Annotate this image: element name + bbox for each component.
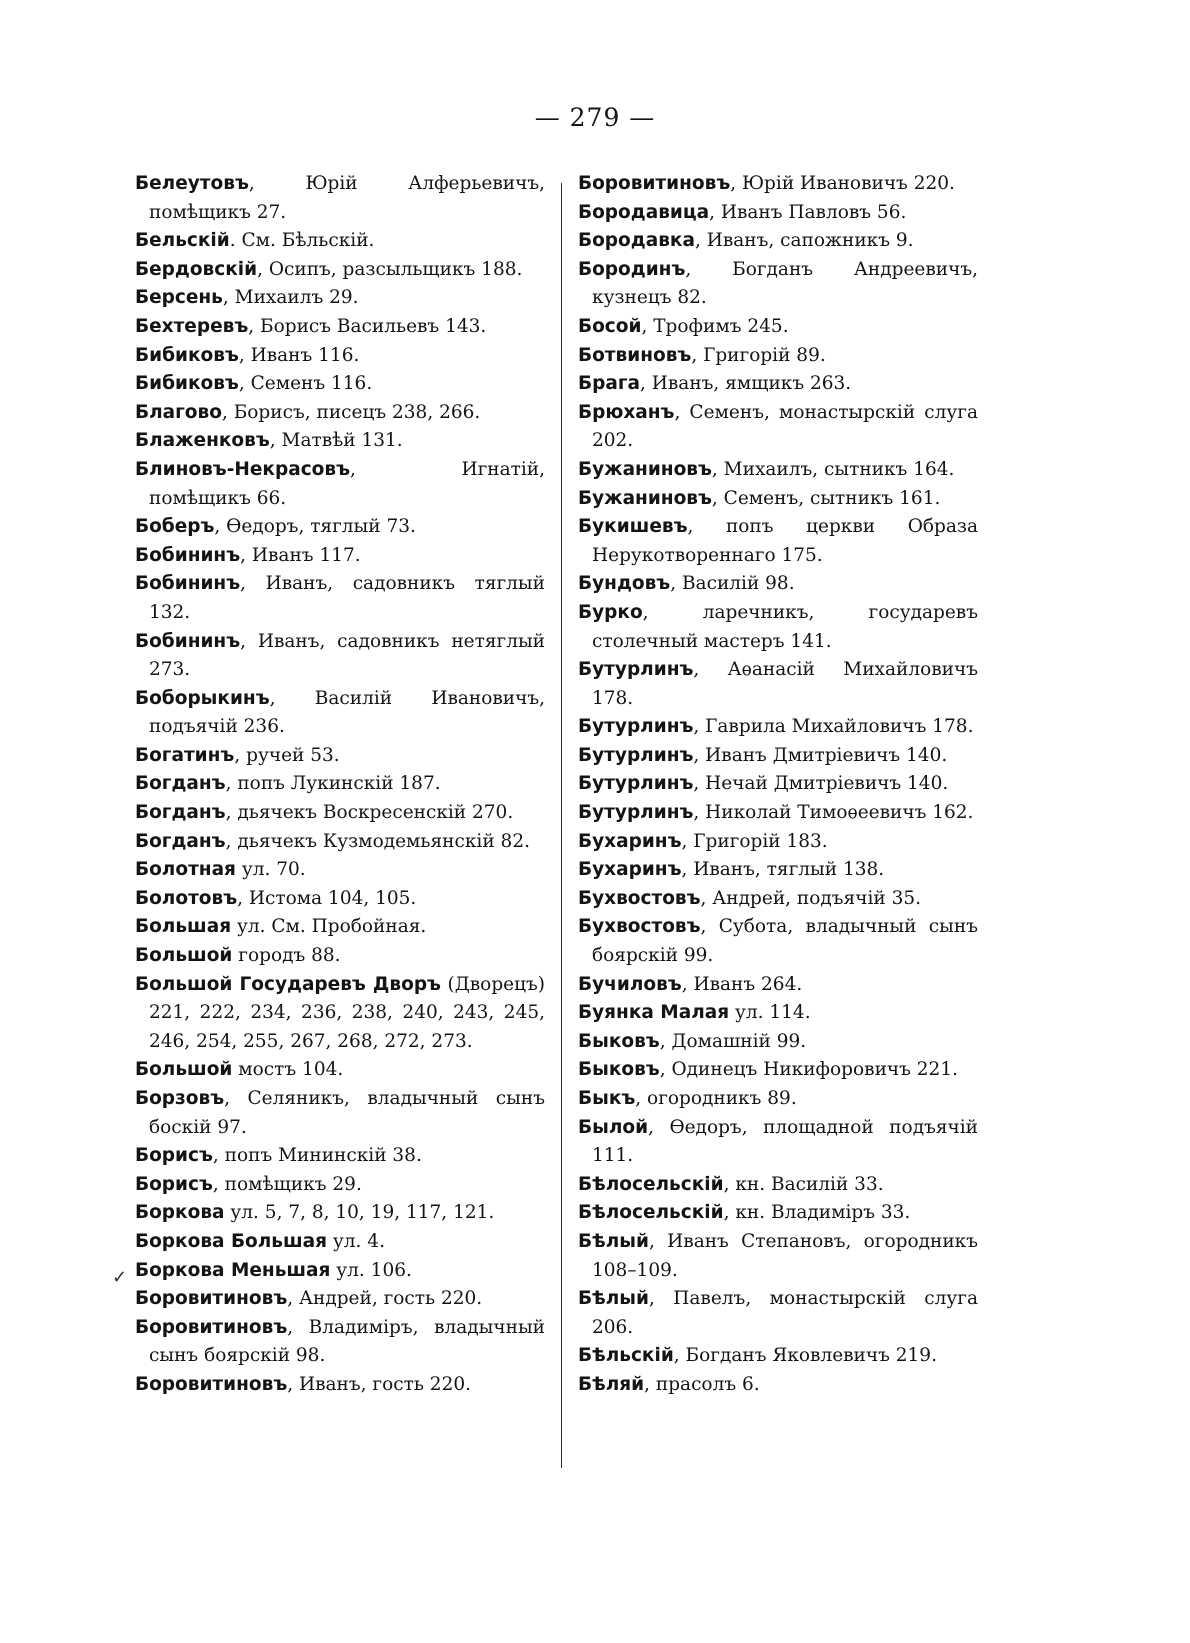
entry-text: , Селяникъ, владычный сынъ боскій 97. <box>149 1088 545 1138</box>
index-entry <box>135 227 545 256</box>
entry-text: , Иванъ Павловъ 56. <box>709 201 907 223</box>
entry-text: , Василій 98. <box>670 573 795 595</box>
entry-text: , Иванъ 116. <box>238 344 360 366</box>
index-entry <box>578 570 978 599</box>
index-entry <box>578 828 978 857</box>
entry-text: , кн. Василій 33. <box>723 1173 884 1195</box>
entry-headword: Боровитиновъ <box>135 1288 288 1310</box>
index-entry <box>578 599 978 656</box>
entry-text: , Домашній 99. <box>659 1030 807 1052</box>
entry-headword: Бѣляй <box>578 1373 645 1395</box>
entry-headword: Бутурлинъ <box>578 716 694 738</box>
index-entry <box>578 999 978 1028</box>
entry-headword: Брага <box>578 373 640 395</box>
entry-headword: Босой <box>578 315 642 337</box>
entry-text: , Андрей, подъячій 35. <box>700 887 921 909</box>
entry-headword: Бобининъ <box>135 573 241 595</box>
index-entry <box>135 799 545 828</box>
entry-headword: Болотовъ <box>135 887 238 909</box>
index-entry <box>578 485 978 514</box>
index-entry <box>578 742 978 771</box>
index-entry <box>578 1028 978 1057</box>
entry-headword: Бужаниновъ <box>578 458 712 480</box>
index-entry <box>135 1085 545 1142</box>
index-entry <box>135 885 545 914</box>
index-entry <box>135 628 545 685</box>
entry-headword: Бехтеревъ <box>135 315 249 337</box>
entry-text: , Трофимъ 245. <box>641 315 789 337</box>
entry-text: , Субота, владычный сынъ боярскій 99. <box>592 916 978 967</box>
entry-text: городъ 88. <box>232 945 341 967</box>
entry-headword: Бѣлый <box>578 1288 649 1310</box>
entry-text: ул. 106. <box>330 1259 412 1281</box>
index-entry <box>135 542 545 571</box>
entry-headword: Бельскій <box>135 230 230 252</box>
entry-text: , Борисъ, писецъ 238, 266. <box>221 401 481 423</box>
index-entry <box>578 199 978 228</box>
entry-headword: Блиновъ-Некрасовъ <box>135 458 350 480</box>
index-column-left <box>135 170 545 1400</box>
index-entry <box>135 685 545 742</box>
index-entry <box>135 456 545 513</box>
entry-headword: Былой <box>578 1116 649 1138</box>
entry-headword: Богданъ <box>135 773 226 795</box>
page-number: — 279 — <box>534 103 656 132</box>
entry-headword: Боберъ <box>135 516 215 538</box>
index-entry <box>135 1371 545 1400</box>
entry-headword: Богданъ <box>135 830 226 852</box>
index-entry <box>578 513 978 570</box>
entry-headword: Бобининъ <box>135 630 241 652</box>
entry-text: , помѣщикъ 29. <box>212 1173 362 1195</box>
entry-headword: Быковъ <box>578 1030 660 1052</box>
entry-headword: Большой <box>135 1059 233 1081</box>
index-entry <box>135 913 545 942</box>
entry-headword: Быкъ <box>578 1088 636 1109</box>
entry-headword: Быковъ <box>578 1059 660 1081</box>
entry-text: , Иванъ, садовникъ тяглый 132. <box>149 573 545 623</box>
index-entry <box>135 1142 545 1171</box>
index-entry <box>135 256 545 285</box>
entry-text: , Аѳанасій Михайловичъ 178. <box>592 659 978 709</box>
entry-text: ул. 5, 7, 8, 10, 19, 117, 121. <box>224 1202 495 1224</box>
index-entry <box>135 942 545 971</box>
entry-headword: Болотная <box>135 859 236 881</box>
entry-headword: Бибиковъ <box>135 344 239 366</box>
entry-text: , ручей 53. <box>234 744 340 766</box>
entry-text: , огородникъ 89. <box>635 1088 797 1109</box>
entry-headword: Бибиковъ <box>135 373 239 395</box>
index-entry <box>135 1056 545 1085</box>
entry-headword: Бужаниновъ <box>578 487 712 509</box>
entry-text: , Иванъ Дмитріевичъ 140. <box>693 744 948 766</box>
entry-text: , Юрій Алферьевичъ, помѣщикъ 27. <box>149 173 545 223</box>
entry-headword: Боркова Большая <box>135 1230 328 1252</box>
entry-text: , Василій Ивановичъ, подъячій 236. <box>149 687 545 738</box>
index-entry <box>578 1228 978 1285</box>
index-entry <box>578 1171 978 1200</box>
entry-headword: Большая <box>135 916 232 938</box>
index-entry <box>135 342 545 371</box>
entry-text: , попъ церкви Образа Нерукотвореннаго 175. <box>592 516 978 566</box>
index-entry <box>135 313 545 342</box>
entry-text: , Борисъ Васильевъ 143. <box>248 315 487 337</box>
entry-text: , ларечникъ, государевъ столечный мастеръ 141. <box>592 601 978 652</box>
entry-text: , Иванъ, тяглый 138. <box>681 859 885 881</box>
entry-text: , Иванъ 117. <box>240 544 361 566</box>
entry-headword: Бородавица <box>578 201 710 223</box>
entry-headword: Боркова Меньшая <box>135 1259 331 1281</box>
entry-headword: Ботвиновъ <box>578 344 692 366</box>
entry-headword: Бутурлинъ <box>578 773 694 795</box>
index-entry <box>578 1342 978 1371</box>
index-entry <box>135 856 545 885</box>
index-entry <box>135 1285 545 1314</box>
index-entry <box>135 570 545 627</box>
index-entry <box>135 1199 545 1228</box>
index-entry <box>578 885 978 914</box>
column-divider <box>561 183 562 1468</box>
entry-text: , Михаилъ, сытникъ 164. <box>711 458 955 480</box>
entry-text: ул. См. Пробойная. <box>231 916 427 938</box>
index-entry <box>578 1285 978 1342</box>
index-entry <box>135 1171 545 1200</box>
index-entry <box>578 1085 978 1114</box>
index-entry <box>578 256 978 313</box>
index-entry <box>135 370 545 399</box>
entry-headword: Боборыкинъ <box>135 687 270 709</box>
entry-text: , Григорій 183. <box>681 830 828 852</box>
entry-headword: Блаженковъ <box>135 430 270 452</box>
index-entry <box>135 513 545 542</box>
entry-text: , Иванъ, ямщикъ 263. <box>639 373 852 395</box>
entry-headword: Бородавка <box>578 230 695 252</box>
index-entry <box>578 1056 978 1085</box>
entry-text: ул. 114. <box>729 1002 811 1024</box>
entry-headword: Бухаринъ <box>578 859 682 881</box>
index-entry <box>135 971 545 1057</box>
entry-text: , Иванъ, садовникъ нетяглый 273. <box>149 630 545 681</box>
entry-text: . См. Бѣльскій. <box>229 230 375 252</box>
entry-headword: Богатинъ <box>135 744 235 766</box>
entry-text: , попъ Лукинскій 187. <box>225 773 441 795</box>
entry-headword: Бѣлосельскій <box>578 1173 724 1195</box>
entry-headword: Бѣлый <box>578 1230 649 1252</box>
index-entry <box>578 456 978 485</box>
entry-headword: Бухаринъ <box>578 830 682 852</box>
entry-headword: Бобининъ <box>135 544 241 566</box>
entry-text: , Богданъ Андреевичъ, кузнецъ 82. <box>592 258 978 309</box>
index-entry <box>578 1199 978 1228</box>
index-entry <box>135 399 545 428</box>
entry-headword: Бурко <box>578 601 643 623</box>
entry-text: , Семенъ, сытникъ 161. <box>711 487 941 509</box>
entry-text: , Гаврила Михайловичъ 178. <box>693 716 974 738</box>
entry-text: , Юрій Ивановичъ 220. <box>730 173 955 194</box>
entry-headword: Боровитиновъ <box>135 1316 288 1338</box>
entry-headword: Берсень <box>135 287 223 309</box>
entry-text: , Иванъ, сапожникъ 9. <box>694 230 914 252</box>
entry-text: , Григорій 89. <box>691 344 826 366</box>
entry-headword: Богданъ <box>135 802 226 824</box>
entry-headword: Бердовскій <box>135 258 258 280</box>
entry-text: ул. 70. <box>235 859 306 881</box>
index-entry <box>578 399 978 456</box>
entry-headword: Белеутовъ <box>135 173 249 194</box>
entry-text: , Михаилъ 29. <box>222 287 359 309</box>
index-entry <box>578 1371 978 1400</box>
index-entry <box>578 227 978 256</box>
index-entry <box>578 1114 978 1171</box>
entry-text: , Павелъ, монастырскій слуга 206. <box>592 1288 978 1338</box>
index-entry <box>135 170 545 227</box>
margin-checkmark: ✓ <box>112 1267 128 1288</box>
entry-headword: Букишевъ <box>578 516 688 538</box>
entry-headword: Борзовъ <box>135 1088 225 1109</box>
entry-headword: Бундовъ <box>578 573 671 595</box>
entry-text: , Богданъ Яковлевичъ 219. <box>673 1345 937 1367</box>
entry-text: , прасолъ 6. <box>644 1373 760 1395</box>
entry-text: , кн. Владиміръ 33. <box>723 1202 911 1224</box>
index-entry <box>578 713 978 742</box>
index-column-right <box>578 170 978 1400</box>
entry-headword: Бучиловъ <box>578 973 682 995</box>
entry-headword: Большой <box>135 945 233 967</box>
entry-headword: Большой Государевъ Дворъ <box>135 973 441 995</box>
entry-text: , Игнатій, помѣщикъ 66. <box>149 458 545 509</box>
index-entry <box>578 370 978 399</box>
index-entry <box>578 313 978 342</box>
entry-text: , дьячекъ Кузмодемьянскій 82. <box>225 830 530 852</box>
index-entry <box>135 427 545 456</box>
entry-text: , Осипъ, разсыльщикъ 188. <box>257 258 523 280</box>
index-entry <box>135 284 545 313</box>
entry-text: , Одинецъ Никифоровичъ 221. <box>659 1059 958 1081</box>
entry-text: , Матвѣй 131. <box>269 430 403 452</box>
entry-headword: Бухвостовъ <box>578 916 701 938</box>
entry-text: , Семенъ, монастырскій слуга 202. <box>592 401 978 452</box>
entry-text: , Истома 104, 105. <box>237 887 417 909</box>
entry-text: , Ѳедоръ, площадной подъячій 111. <box>592 1116 978 1167</box>
entry-text: , попъ Мининскій 38. <box>212 1145 422 1167</box>
entry-headword: Боркова <box>135 1202 225 1224</box>
entry-text: ул. 4. <box>327 1230 385 1252</box>
entry-headword: Буянка Малая <box>578 1002 730 1024</box>
index-entry <box>135 742 545 771</box>
entry-headword: Борисъ <box>135 1145 213 1167</box>
entry-text: мостъ 104. <box>232 1059 344 1081</box>
entry-text: , Семенъ 116. <box>238 373 373 395</box>
entry-headword: Бородинъ <box>578 258 686 280</box>
index-entry <box>135 1314 545 1371</box>
entry-headword: Борисъ <box>135 1173 213 1195</box>
index-entry <box>578 799 978 828</box>
entry-headword: Бѣлосельскій <box>578 1202 724 1224</box>
index-entry <box>578 342 978 371</box>
index-entry <box>135 828 545 857</box>
index-entry <box>135 1228 545 1257</box>
entry-text: , дьячекъ Воскресенскій 270. <box>225 802 514 824</box>
index-entry <box>578 856 978 885</box>
entry-text: , Ѳедоръ, тяглый 73. <box>214 516 416 538</box>
entry-headword: Боровитиновъ <box>578 173 731 194</box>
entry-text: , Иванъ Степановъ, огородникъ 108–109. <box>592 1230 978 1281</box>
entry-text: , Николай Тимоѳеевичъ 162. <box>693 802 974 824</box>
entry-text: (Дворецъ) 221, 222, 234, 236, 238, 240, 243, 245, 246, 254, 255, 267, 268, 272, 273. <box>149 973 545 1052</box>
entry-headword: Бутурлинъ <box>578 659 694 681</box>
entry-text: , Иванъ, гость 220. <box>287 1373 471 1395</box>
entry-headword: Бухвостовъ <box>578 887 701 909</box>
index-entry <box>135 770 545 799</box>
index-entry <box>578 971 978 1000</box>
entry-headword: Бутурлинъ <box>578 744 694 766</box>
entry-text: , Иванъ 264. <box>681 973 803 995</box>
index-entry <box>578 170 978 199</box>
entry-headword: Брюханъ <box>578 401 675 423</box>
entry-text: , Нечай Дмитріевичъ 140. <box>693 773 949 795</box>
index-entry <box>578 656 978 713</box>
index-entry <box>578 913 978 970</box>
entry-headword: Бутурлинъ <box>578 802 694 824</box>
index-entry <box>578 770 978 799</box>
entry-text: , Владиміръ, владычный сынъ боярскій 98. <box>149 1316 545 1367</box>
entry-headword: Благово <box>135 401 222 423</box>
entry-headword: Боровитиновъ <box>135 1373 288 1395</box>
entry-headword: Бѣльскій <box>578 1345 674 1367</box>
entry-text: , Андрей, гость 220. <box>287 1288 483 1310</box>
index-entry <box>135 1257 545 1286</box>
